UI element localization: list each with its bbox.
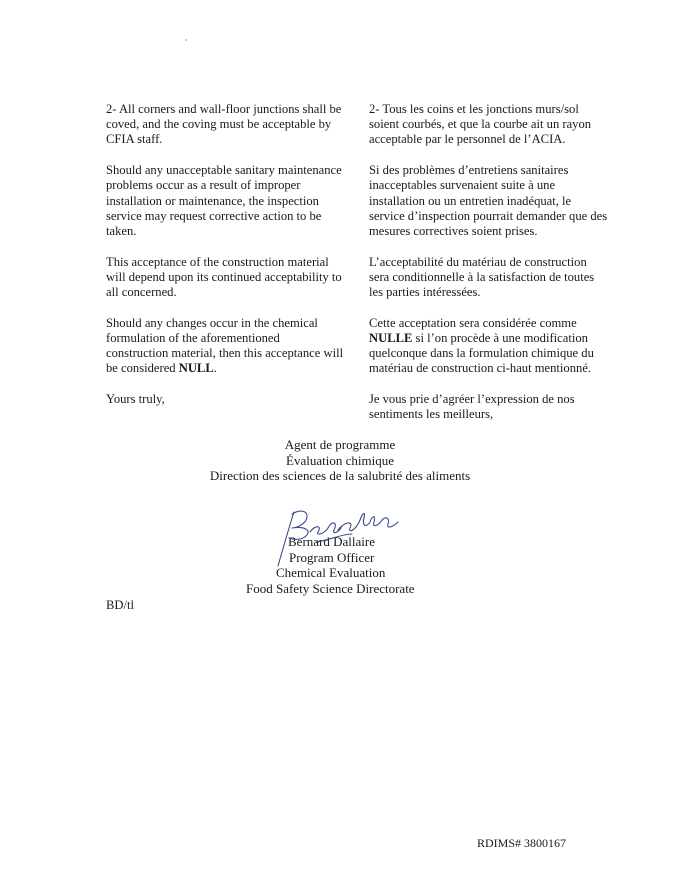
signature-en-directorate: Food Safety Science Directorate xyxy=(246,580,415,596)
reference-number: RDIMS# 3800167 xyxy=(477,836,567,850)
french-null-text-before: Cette acceptation sera considérée comme xyxy=(369,315,577,330)
english-paragraph-coving: 2- All corners and wall-floor junctions shall be coved, and the coving must be acceptable by CFIA staff. xyxy=(106,102,342,147)
signature-en-division: Chemical Evaluation xyxy=(276,565,386,580)
english-paragraph-maintenance: Should any unacceptable sanitary maintenance problems occur as a result of improper installation or maintenance, the inspection service may request corrective action to be taken. xyxy=(106,163,342,238)
french-closing: Je vous prie d’agréer l’expression de nos sentiments les meilleurs, xyxy=(369,392,575,422)
signature-fr-division: Évaluation chimique xyxy=(286,452,394,468)
english-closing: Yours truly, xyxy=(106,392,165,407)
french-paragraph-acceptance: L’acceptabilité du matériau de construction sera conditionnelle à la satisfaction de toutes les parties intéressées. xyxy=(369,254,595,300)
signature-en-title: Program Officer xyxy=(289,549,375,565)
english-paragraph-null xyxy=(106,316,344,377)
french-column xyxy=(369,102,609,438)
english-null-word: NULL xyxy=(178,361,214,376)
english-column xyxy=(106,102,344,423)
french-paragraph-null xyxy=(369,316,609,377)
english-paragraph-acceptance: This acceptance of the construction material will depend upon its continued acceptability to all concerned. xyxy=(106,254,342,300)
typist-initials: BD/tl xyxy=(106,598,134,612)
signature-en-name: Bernard Dallaire xyxy=(288,534,375,549)
french-paragraph-coving: 2- Tous les coins et les jonctions murs/sol soient courbés, et que la courbe ait un rayon acceptable par le personnel de l’ACIA. xyxy=(369,102,592,147)
scan-speck xyxy=(185,39,187,41)
french-paragraph-maintenance: Si des problèmes d’entretiens sanitaires inacceptables survenaient suite à une installation ou un entretien inadéquat, le service d’inspection pourrait demander que des mesures correctives soient prises. xyxy=(369,163,608,238)
french-null-word: NULLE xyxy=(369,330,413,345)
english-null-text-before: Should any changes occur in the chemical formulation of the aforementioned construction material, then this acceptance will be considered xyxy=(106,315,344,376)
english-null-text-after: . xyxy=(213,361,217,376)
signature-fr-directorate: Direction des sciences de la salubrité des aliments xyxy=(209,468,471,483)
signature-fr-title: Agent de programme xyxy=(284,437,396,452)
signature-block-french xyxy=(0,437,680,484)
handwritten-signature xyxy=(272,504,404,570)
french-null-text-after: si l’on procède à une modification quelconque dans la formulation chimique du matériau de construction ci-haut mentionné. xyxy=(369,330,594,376)
